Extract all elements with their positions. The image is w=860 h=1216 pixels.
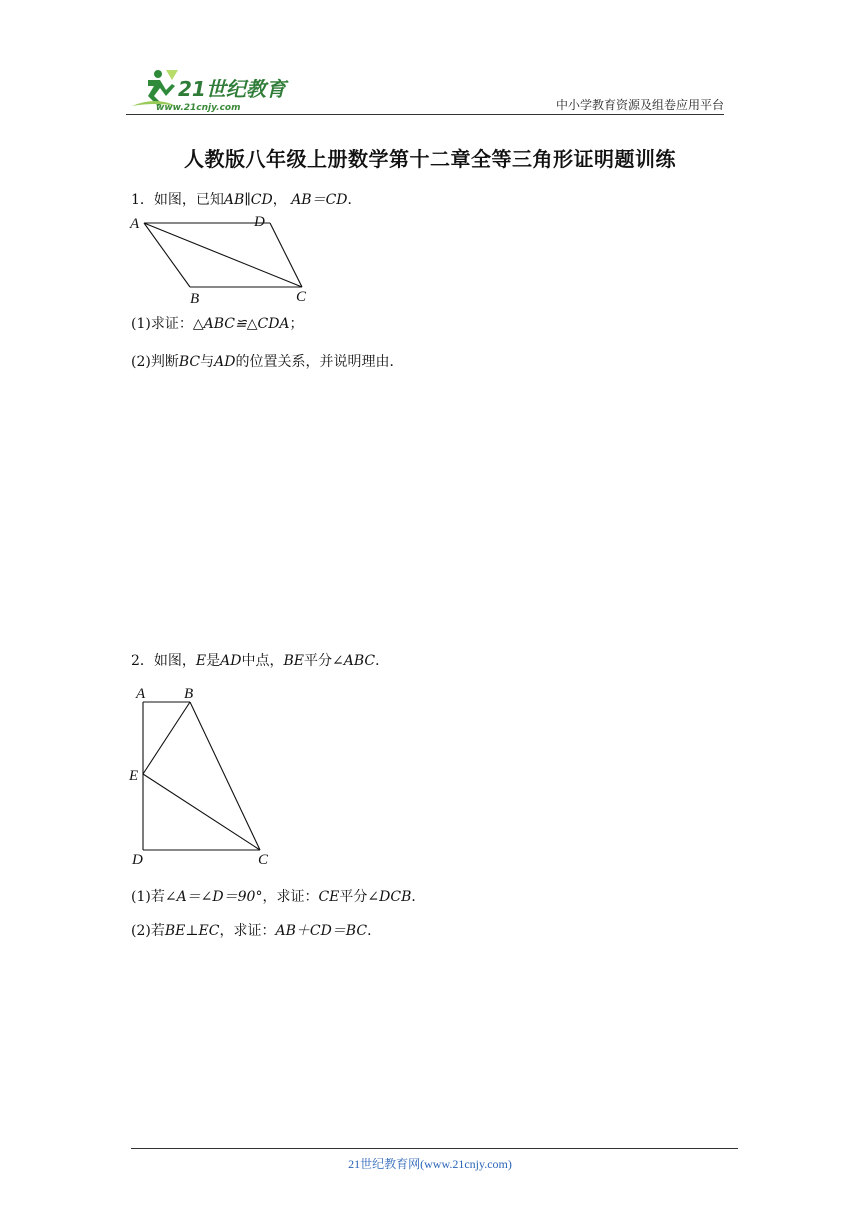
q2-part2-expression: AB＋CD＝BC <box>275 923 368 939</box>
q2-part2: (2)若BE⊥EC，求证：AB＋CD＝BC． <box>131 923 382 939</box>
page-footer: 21世纪教育网(www.21cnjy.com) <box>348 1157 512 1171</box>
runner-icon <box>132 70 178 106</box>
q2-label-d: D <box>132 852 143 868</box>
q1-part2: (2)判断BC与AD的位置关系，并说明理由． <box>131 354 404 370</box>
page-title: 人教版八年级上册数学第十二章全等三角形证明题训练 <box>184 147 676 171</box>
q2-number: 2． <box>131 653 154 669</box>
q2-part2-condition: BE⊥EC <box>164 923 220 939</box>
q1-condition-equal: AB＝CD <box>291 192 348 208</box>
q2-label-b: B <box>184 686 194 702</box>
q2-part1: (1)若∠A＝∠D＝90°，求证：CE平分∠DCB． <box>131 889 426 905</box>
q1-label-b: B <box>190 291 200 306</box>
q2-label-c: C <box>258 852 269 868</box>
q1-number: 1． <box>131 192 154 208</box>
q2-figure <box>126 682 276 870</box>
header-divider <box>126 114 724 115</box>
q1-part1-expression: △ABC≌△CDA <box>192 316 290 332</box>
logo-url: www.21cnjy.com <box>156 103 241 113</box>
site-logo <box>126 66 296 114</box>
logo-text: 21世纪教育 <box>178 77 286 101</box>
q1-part1: (1)求证：△ABC≌△CDA； <box>131 316 304 332</box>
q1-label-d: D <box>254 214 265 230</box>
page-header <box>126 66 724 116</box>
q1-stem: 1．如图，已知AB∥CD， AB＝CD． <box>131 192 362 208</box>
q2-label-a: A <box>136 686 146 702</box>
header-tagline: 中小学教育资源及组卷应用平台 <box>555 98 724 112</box>
q1-figure <box>128 210 318 306</box>
footer-divider <box>131 1148 738 1149</box>
q2-label-e: E <box>129 768 139 784</box>
q1-label-c: C <box>296 289 307 305</box>
q1-condition-parallel: AB∥CD <box>223 192 273 208</box>
q2-stem: 2．如图，E是AD中点，BE平分∠ABC． <box>131 653 390 669</box>
q2-part1-condition: ∠A＝∠D＝90° <box>164 889 263 905</box>
q1-label-a: A <box>130 216 140 232</box>
